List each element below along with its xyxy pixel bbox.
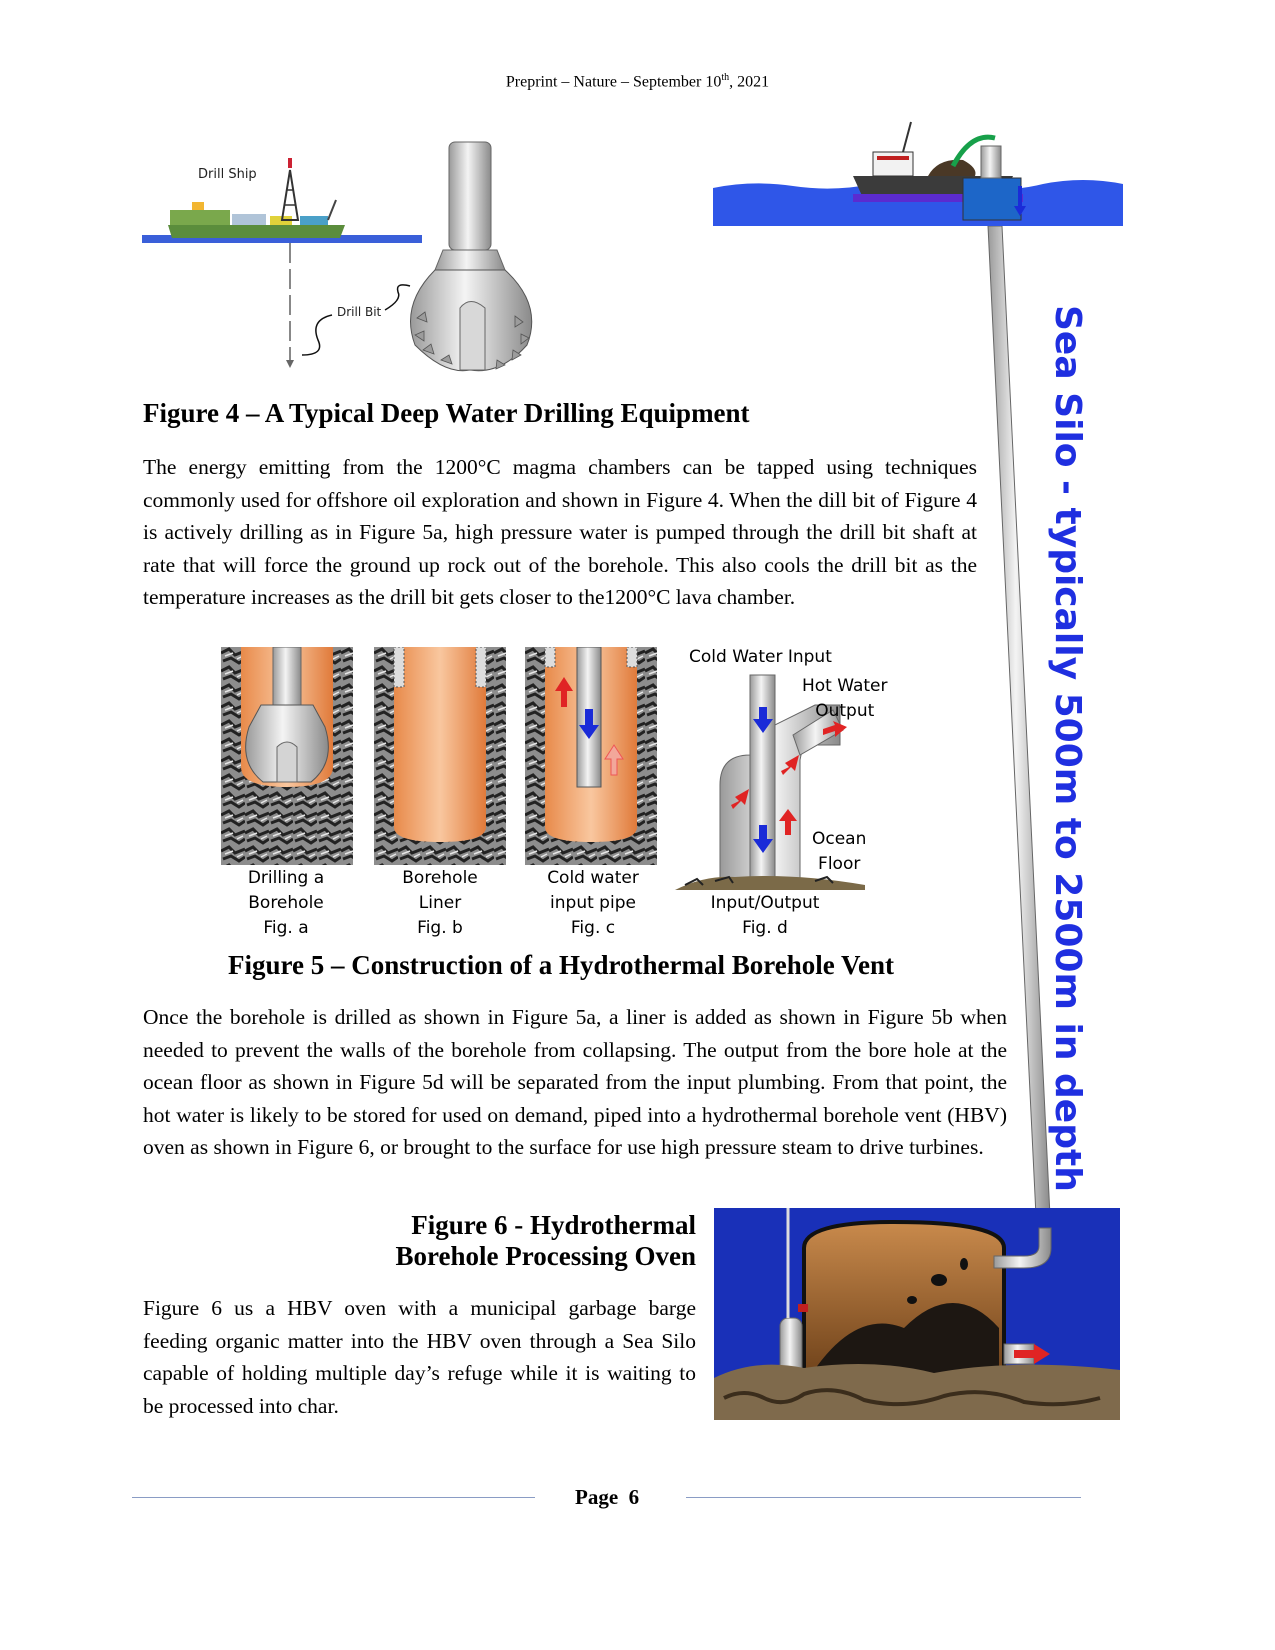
figure-6-caption: Figure 6 - Hydrothermal Borehole Processing Oven bbox=[395, 1210, 696, 1271]
ocean-floor-label: Ocean Floor bbox=[812, 829, 867, 874]
figure-5-caption: Figure 5 – Construction of a Hydrothermal Borehole Vent bbox=[228, 950, 894, 980]
footer-rule-left bbox=[132, 1497, 535, 1498]
paragraph-3: Figure 6 us a HBV oven with a municipal garbage barge feeding organic matter into the HBV oven through a Sea Silo capable of holding multiple day’s refuge while it is waiting to be processed into char. bbox=[143, 1296, 696, 1418]
figure-5b-label: Borehole Liner Fig. b bbox=[402, 868, 478, 938]
sea-silo-depth-label: Sea Silo - typically 500m to 2500m in depth bbox=[1047, 305, 1088, 1192]
figure-5b-image bbox=[374, 647, 506, 865]
drill-ship-hull bbox=[168, 225, 345, 238]
pointer-curve-left bbox=[302, 315, 332, 355]
drill-ship-label: Drill Ship bbox=[198, 167, 257, 182]
figure-5a-image bbox=[221, 647, 353, 865]
drill-bit-label: Drill Bit bbox=[337, 305, 382, 319]
drill-bit-image bbox=[405, 140, 545, 380]
figure-5a-label: Drilling a Borehole Fig. a bbox=[247, 868, 325, 938]
figure-4-image bbox=[140, 150, 430, 380]
figure-6-image bbox=[714, 1208, 1120, 1420]
figure-4-caption: Figure 4 – A Typical Deep Water Drilling Equipment bbox=[143, 398, 750, 428]
figure-5c-label: Cold water input pipe Fig. c bbox=[547, 868, 639, 938]
figure-5d-label: Input/Output Fig. d bbox=[710, 893, 820, 938]
page-number: Page 6 bbox=[575, 1485, 640, 1509]
drill-derrick bbox=[282, 170, 298, 220]
figure-5c-image bbox=[525, 647, 657, 865]
footer-rule-right bbox=[686, 1497, 1081, 1498]
paragraph-2: Once the borehole is drilled as shown in Figure 5a, a liner is added as shown in Figure 5b when needed to prevent the walls of the borehole from collapsing. The output from the bore hole at the ocean floor as shown in Figure 5d will be separated from the input plumbing. From that point, the hot water is likely to be stored for used on demand, piped into a hydrothermal borehole vent (HBV) oven as shown in Figure 6, or brought to the surface for use high pressure steam to drive turbines. bbox=[143, 1005, 1007, 1159]
sea-surface-barge bbox=[713, 118, 1123, 228]
cold-water-input-label: Cold Water Input bbox=[689, 647, 832, 667]
hot-water-output-label: Hot Water Output bbox=[802, 676, 888, 721]
running-head: Preprint – Nature – September 10th, 2021 bbox=[505, 72, 770, 91]
paragraph-1: The energy emitting from the 1200°C magma chambers can be tapped using techniques commonly used for offshore oil exploration and shown in Figure 4. When the dill bit of Figure 4 is actively drilling as in Figure 5a, high pressure water is pumped through the drill bit shaft at rate that will force the ground up rock out of the borehole. This also cools the drill bit as the temperature increases as the drill bit gets closer to the1200°C lava chamber. bbox=[143, 455, 977, 609]
